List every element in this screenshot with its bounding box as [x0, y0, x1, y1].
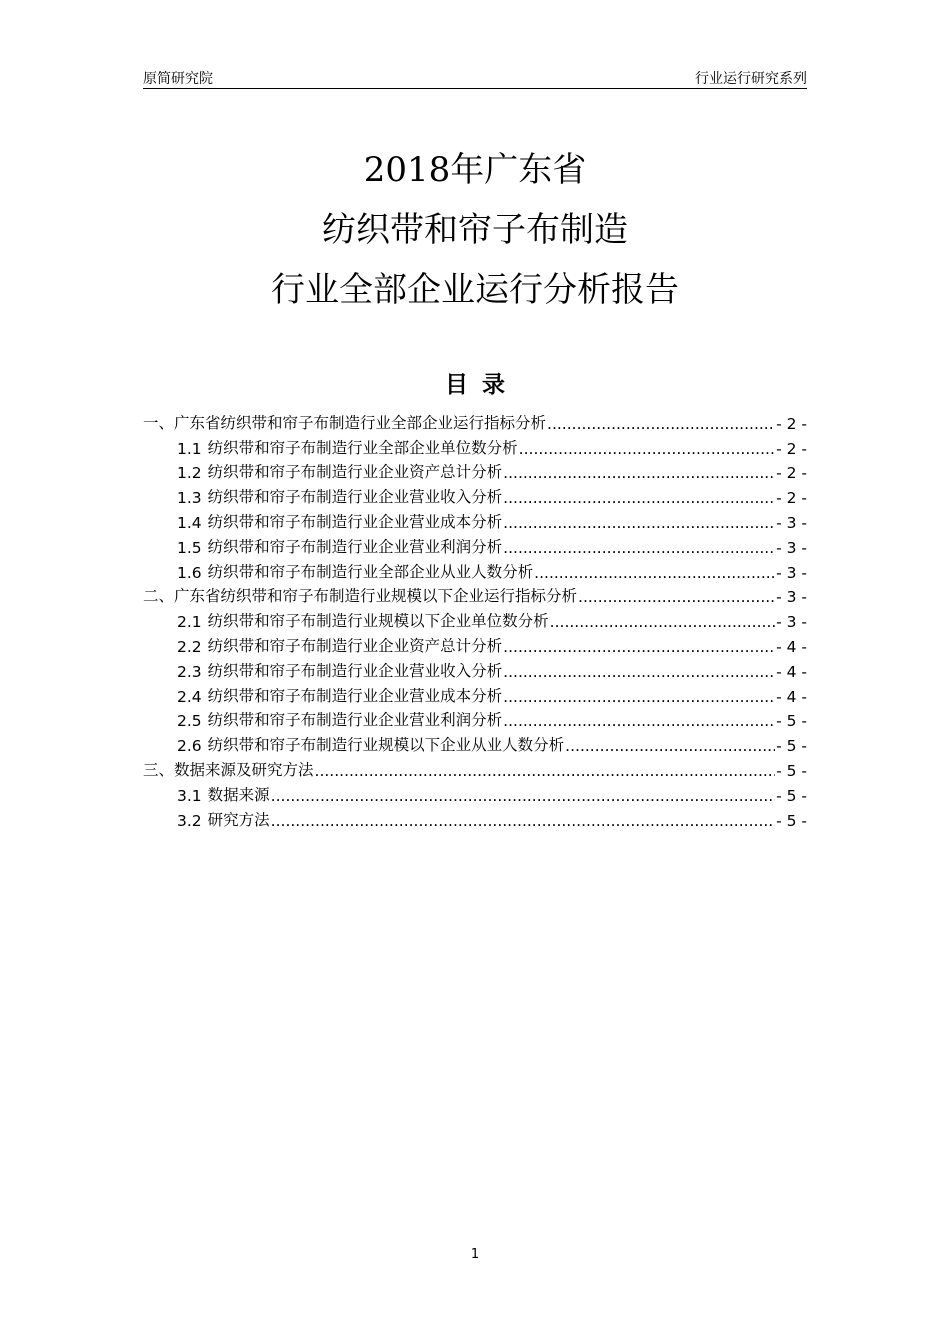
table-of-contents	[143, 408, 807, 830]
toc-subsection-entry[interactable]	[143, 557, 807, 582]
title-line-2: 纺织带和帘子布制造	[322, 210, 628, 250]
toc-entry-title: 一、广东省纺织带和帘子布制造行业全部企业运行指标分析	[143, 413, 547, 432]
toc-entry-page: - 5 -	[776, 761, 807, 780]
toc-entry-page: - 2 -	[776, 464, 807, 483]
toc-entry-number: 2.6	[177, 737, 202, 756]
toc-entry-page: - 5 -	[776, 737, 807, 756]
toc-entry-title: 研究方法	[207, 810, 270, 829]
toc-entry-page: - 4 -	[776, 662, 807, 681]
toc-entry-number: 1.5	[177, 538, 202, 557]
toc-entry-page: - 3 -	[776, 613, 807, 632]
toc-entry-number: 3.2	[177, 811, 202, 830]
toc-entry-page: - 2 -	[776, 414, 807, 433]
toc-subsection-entry[interactable]	[143, 730, 807, 755]
toc-entry-title: 纺织带和帘子布制造行业企业资产总计分析	[207, 636, 503, 655]
toc-dot-leader	[503, 638, 775, 656]
toc-dot-leader	[565, 737, 775, 755]
toc-dot-leader	[503, 539, 775, 557]
toc-entry-number: 2.1	[177, 613, 202, 632]
toc-entry-number: 2.5	[177, 712, 202, 731]
toc-dot-leader	[503, 688, 775, 706]
toc-subsection-entry[interactable]	[143, 458, 807, 483]
toc-entry-title: 二、广东省纺织带和帘子布制造行业规模以下企业运行指标分析	[143, 587, 578, 606]
toc-dot-leader	[519, 440, 775, 458]
toc-subsection-entry[interactable]	[143, 656, 807, 681]
toc-entry-title: 纺织带和帘子布制造行业企业营业利润分析	[207, 711, 503, 730]
toc-entry-title: 纺织带和帘子布制造行业企业营业成本分析	[207, 512, 503, 531]
toc-entry-page: - 3 -	[776, 563, 807, 582]
toc-dot-leader	[503, 663, 775, 681]
header-organization: 原简研究院	[143, 71, 213, 87]
toc-subsection-entry[interactable]	[143, 681, 807, 706]
toc-dot-leader	[503, 514, 775, 532]
toc-entry-number: 1.1	[177, 439, 202, 458]
toc-subsection-entry[interactable]	[143, 606, 807, 631]
toc-dot-leader	[271, 812, 775, 830]
toc-subsection-entry[interactable]	[143, 482, 807, 507]
toc-dot-leader	[315, 762, 776, 780]
toc-section-entry[interactable]	[143, 755, 807, 780]
toc-subsection-entry[interactable]	[143, 507, 807, 532]
toc-entry-number: 1.4	[177, 513, 202, 532]
toc-dot-leader	[534, 564, 775, 582]
toc-entry-page: - 5 -	[776, 811, 807, 830]
toc-entry-title: 纺织带和帘子布制造行业规模以下企业从业人数分析	[207, 736, 565, 755]
toc-entry-title: 纺织带和帘子布制造行业规模以下企业单位数分析	[207, 612, 549, 631]
toc-entry-page: - 4 -	[776, 687, 807, 706]
toc-section-entry[interactable]	[143, 408, 807, 433]
toc-entry-title: 纺织带和帘子布制造行业全部企业从业人数分析	[207, 562, 534, 581]
toc-subsection-entry[interactable]	[143, 433, 807, 458]
toc-entry-title: 数据来源	[207, 785, 270, 804]
toc-entry-number: 1.3	[177, 489, 202, 508]
toc-entry-number: 2.4	[177, 687, 202, 706]
toc-dot-leader	[547, 415, 775, 433]
toc-entry-title: 纺织带和帘子布制造行业企业营业利润分析	[207, 537, 503, 556]
toc-entry-number: 2.2	[177, 637, 202, 656]
toc-entry-page: - 4 -	[776, 637, 807, 656]
toc-entry-title: 纺织带和帘子布制造行业企业营业成本分析	[207, 686, 503, 705]
toc-entry-page: - 3 -	[776, 538, 807, 557]
toc-section-entry[interactable]	[143, 582, 807, 607]
toc-entry-title: 纺织带和帘子布制造行业企业营业收入分析	[207, 488, 503, 507]
report-title	[0, 140, 950, 320]
toc-entry-number: 3.1	[177, 786, 202, 805]
page-header	[143, 66, 807, 89]
toc-subsection-entry[interactable]	[143, 532, 807, 557]
toc-entry-title: 纺织带和帘子布制造行业企业营业收入分析	[207, 661, 503, 680]
toc-entry-number: 2.3	[177, 662, 202, 681]
toc-subsection-entry[interactable]	[143, 780, 807, 805]
toc-subsection-entry[interactable]	[143, 631, 807, 656]
toc-dot-leader	[578, 588, 775, 606]
header-series: 行业运行研究系列	[695, 71, 807, 87]
toc-dot-leader	[503, 489, 775, 507]
page-number: 1	[470, 1247, 480, 1262]
toc-entry-number: 1.2	[177, 464, 202, 483]
toc-heading: 目录	[445, 372, 519, 398]
toc-dot-leader	[503, 712, 775, 730]
title-line-1: 2018年广东省	[363, 150, 587, 190]
toc-entry-page: - 5 -	[776, 786, 807, 805]
title-line-3: 行业全部企业运行分析报告	[271, 270, 679, 310]
toc-entry-page: - 3 -	[776, 588, 807, 607]
toc-entry-title: 纺织带和帘子布制造行业企业资产总计分析	[207, 463, 503, 482]
toc-dot-leader	[550, 613, 775, 631]
toc-entry-number: 1.6	[177, 563, 202, 582]
toc-subsection-entry[interactable]	[143, 805, 807, 830]
toc-dot-leader	[271, 787, 775, 805]
toc-entry-page: - 2 -	[776, 489, 807, 508]
toc-entry-page: - 3 -	[776, 513, 807, 532]
toc-subsection-entry[interactable]	[143, 706, 807, 731]
toc-entry-page: - 5 -	[776, 712, 807, 731]
toc-entry-title: 纺织带和帘子布制造行业全部企业单位数分析	[207, 438, 518, 457]
toc-dot-leader	[503, 464, 775, 482]
toc-entry-page: - 2 -	[776, 439, 807, 458]
toc-entry-title: 三、数据来源及研究方法	[143, 760, 314, 779]
